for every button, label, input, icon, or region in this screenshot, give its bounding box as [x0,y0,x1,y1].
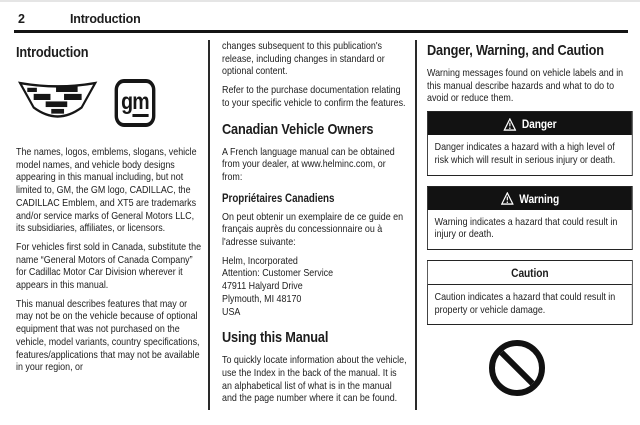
section-heading-danger-warning-caution: Danger, Warning, and Caution [427,42,604,59]
intro-paragraph-2: For vehicles first sold in Canada, substitute the name “General Motors of Canada Company” for Cadillac Motor Car Division wherever it appears in this manual. [16,240,202,292]
address-line: Helm, Incorporated [222,254,298,267]
danger-box-title: Danger [521,117,557,132]
running-header-title: Introduction [70,12,141,26]
caution-box-title: Caution [511,265,549,280]
prohibition-icon [489,340,545,396]
address-line: Attention: Customer Service [222,267,334,280]
gm-logo-icon [115,79,156,127]
column-safety [427,42,633,335]
prohibition-slash [497,348,537,388]
warning-box-body: Warning indicates a hazard that could result in injury or death. [434,215,618,241]
safety-intro: Warning messages found on vehicle labels and in this manual describe hazards and what to do to avoid or reduce them. [427,67,624,105]
continuation-paragraph-1: changes subsequent to this publication's release, including changes in standard or optional content. [222,40,385,78]
warning-box [427,186,633,250]
caution-box-body: Caution indicates a hazard that could result in property or vehicle damage. [434,290,616,316]
section-heading-canadian-owners: Canadian Vehicle Owners [222,120,374,138]
warning-triangle-icon [501,192,514,205]
cadillac-crest-icon [18,75,98,130]
address-line: 47911 Halyard Drive [222,280,303,293]
address-line: USA [222,305,241,318]
helm-address-block [222,255,408,319]
column-introduction [16,44,204,380]
subheading-proprietaires-canadiens: Propriétaires Canadiens [222,192,335,205]
warning-triangle-icon [503,118,516,131]
danger-box-header [428,112,632,135]
section-heading-introduction: Introduction [16,44,89,61]
section-heading-using-this-manual: Using this Manual [222,329,329,347]
continuation-paragraph-2: Refer to the purchase documentation relating to your specific vehicle to confirm the features. [222,84,406,109]
danger-box-body: Danger indicates a hazard with a high level of risk which will result in serious injury or death. [434,141,616,166]
warning-box-header [428,187,632,210]
intro-paragraph-1: The names, logos, emblems, slogans, vehicle model names, and vehicle body designs appearing in this manual including, but not limited to, GM, the GM logo, CADILLAC, the CADILLAC Emblem, and XT5 are trademarks and/or service marks of General Motors LLC, its subsidiaries, affiliates, or licensors. [16,146,197,235]
using-manual-body: To quickly locate information about the vehicle, use the Index in the back of the manual. It is an alphabetical list of what is in the manual and the page number where it can be found. [222,354,407,405]
gm-logo-text: gm [121,90,149,116]
caution-box-header [428,261,632,285]
page-number: 2 [18,12,25,26]
canadian-body: A French language manual can be obtained from your dealer, at www.helminc.com, or from: [222,145,395,183]
canadian-body-french: On peut obtenir un exemplaire de ce guide en français auprès du concessionnaire ou à l'adresse suivante: [222,210,404,249]
scan-edge [0,0,640,2]
warning-box-title: Warning [519,191,560,206]
intro-paragraph-3: This manual describes features that may or may not be on the vehicle because of optional equipment that was not purchased on the vehicle, model variants, country specifications, features/applications that may not be available in your region, or [16,297,200,374]
brand-logos [18,75,204,130]
column-divider-2 [415,40,417,410]
column-divider-1 [208,40,210,410]
danger-box [427,111,633,175]
column-middle [222,40,408,411]
caution-box [427,260,633,325]
header-rule [14,30,628,33]
address-line: Plymouth, MI 48170 [222,292,302,305]
